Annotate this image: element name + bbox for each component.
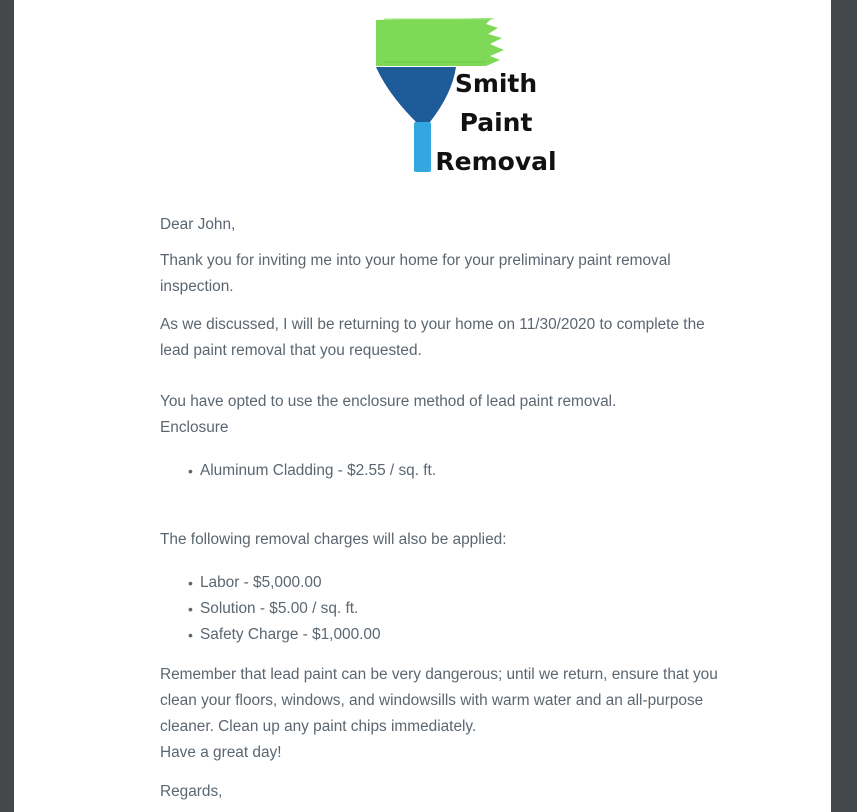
- logo-wordmark: [416, 64, 576, 181]
- bullet-icon: •: [188, 601, 193, 617]
- logo-line-paint: Paint: [459, 108, 533, 137]
- warning-line-3: cleaner. Clean up any paint chips immediately.: [160, 718, 477, 735]
- signoff: Regards,: [160, 783, 223, 800]
- list-item-text: Solution - $5.00 / sq. ft.: [200, 600, 359, 617]
- logo-line-removal: Removal: [435, 147, 557, 176]
- warning-line-1: Remember that lead paint can be very dangerous; until we return, ensure that you: [160, 666, 718, 683]
- charges-list: [160, 570, 750, 648]
- method-list: [160, 458, 750, 484]
- method-sentence: You have opted to use the enclosure method of lead paint removal.: [160, 393, 617, 410]
- closing-line: Have a great day!: [160, 744, 282, 761]
- bullet-icon: •: [188, 575, 193, 591]
- greeting: Dear John,: [160, 216, 236, 233]
- list-item: [160, 458, 750, 484]
- bullet-icon: •: [188, 463, 193, 479]
- paragraph-intro-line-1: Thank you for inviting me into your home for your preliminary paint removal: [160, 252, 671, 269]
- company-logo: [374, 14, 574, 179]
- list-item-text: Aluminum Cladding - $2.55 / sq. ft.: [200, 462, 437, 479]
- list-item-text: Labor - $5,000.00: [200, 574, 322, 591]
- bullet-icon: •: [188, 627, 193, 643]
- document-page: [14, 0, 831, 812]
- list-item: [160, 622, 750, 648]
- paragraph-schedule-line-2: lead paint removal that you requested.: [160, 342, 422, 359]
- paragraph-intro-line-2: inspection.: [160, 278, 234, 295]
- paragraph-schedule-line-1: As we discussed, I will be returning to your home on 11/30/2020 to complete the: [160, 316, 705, 333]
- list-item-text: Safety Charge - $1,000.00: [200, 626, 381, 643]
- viewer-frame-left: [0, 0, 14, 812]
- list-item: [160, 596, 750, 622]
- method-name: Enclosure: [160, 419, 229, 436]
- letter-body: [160, 212, 750, 805]
- list-item: [160, 570, 750, 596]
- logo-line-smith: Smith: [454, 69, 538, 98]
- viewer-frame-right: [831, 0, 857, 812]
- charges-intro: The following removal charges will also be applied:: [160, 531, 507, 548]
- warning-line-2: clean your floors, windows, and windowsills with warm water and an all-purpose: [160, 692, 704, 709]
